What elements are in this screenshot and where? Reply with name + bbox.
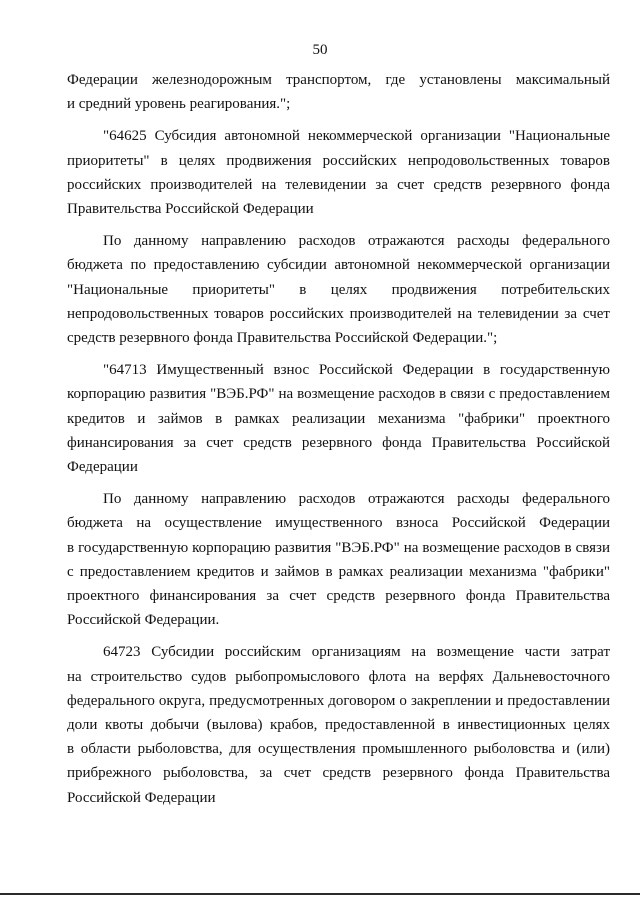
text-line: непродовольственных товаров российских производителей на телевидении за счет [67, 305, 610, 322]
text-line: Российской Федерации [67, 789, 216, 806]
text-line: проектного финансирования за счет средств резервного фонда Правительства [67, 588, 610, 605]
text-line: в области рыболовства, для осуществления промышленного рыболовства и (или) [67, 741, 610, 758]
paragraph [67, 229, 610, 350]
paragraph [67, 68, 610, 116]
text-line: на строительство судов рыбопромыслового флота на верфях Дальневосточного [67, 668, 610, 685]
text-line: приоритеты" в целях продвижения российских непродовольственных товаров [67, 152, 610, 169]
document-body [67, 68, 610, 810]
text-line: "Национальные приоритеты" в целях продвижения потребительских [67, 281, 610, 298]
text-line: бюджета по предоставлению субсидии автономной некоммерческой организации [67, 257, 610, 274]
paragraph [67, 487, 610, 632]
text-line: Федерации железнодорожным транспортом, где установлены максимальный [67, 72, 610, 88]
paragraph [67, 640, 610, 809]
text-line: По данному направлению расходов отражаются расходы федерального [103, 491, 610, 508]
text-line: средств резервного фонда Правительства Российской Федерации."; [67, 330, 498, 347]
text-line: кредитов и займов в рамках реализации механизма "фабрики" проектного [67, 410, 610, 427]
text-line: По данному направлению расходов отражаются расходы федерального [103, 233, 610, 250]
text-line: доли квоты добычи (вылова) крабов, предоставленной в инвестиционных целях [67, 717, 610, 734]
text-line: и средний уровень реагирования."; [67, 96, 291, 113]
text-line: федерального округа, предусмотренных договором о закреплении и предоставлении [67, 692, 610, 709]
text-line: российских производителей на телевидении за счет средств резервного фонда [67, 176, 610, 193]
text-line: бюджета на осуществление имущественного взноса Российской Федерации [67, 515, 610, 532]
page-number: 50 [312, 42, 328, 58]
text-line: "64625 Субсидия автономной некоммерческой организации "Национальные [103, 128, 610, 145]
text-line: финансирования за счет средств резервного фонда Правительства Российской [67, 434, 610, 451]
page-bottom-edge [0, 893, 640, 895]
paragraph [67, 358, 610, 479]
text-line: Правительства Российской Федерации [67, 201, 314, 218]
text-line: Федерации [67, 459, 138, 476]
text-line: в государственную корпорацию развития "ВЭБ.РФ" на возмещение расходов в связи [67, 539, 610, 556]
paragraph [67, 124, 610, 221]
text-line: "64713 Имущественный взнос Российской Федерации в государственную [103, 362, 610, 379]
text-line: 64723 Субсидии российским организациям на возмещение части затрат [103, 644, 610, 661]
text-line: Российской Федерации. [67, 612, 220, 629]
text-line: с предоставлением кредитов и займов в рамках реализации механизма "фабрики" [67, 563, 610, 580]
text-line: корпорацию развития "ВЭБ.РФ" на возмещение расходов в связи с предоставлением [67, 386, 610, 403]
text-line: прибрежного рыболовства, за счет средств резервного фонда Правительства [67, 765, 610, 782]
